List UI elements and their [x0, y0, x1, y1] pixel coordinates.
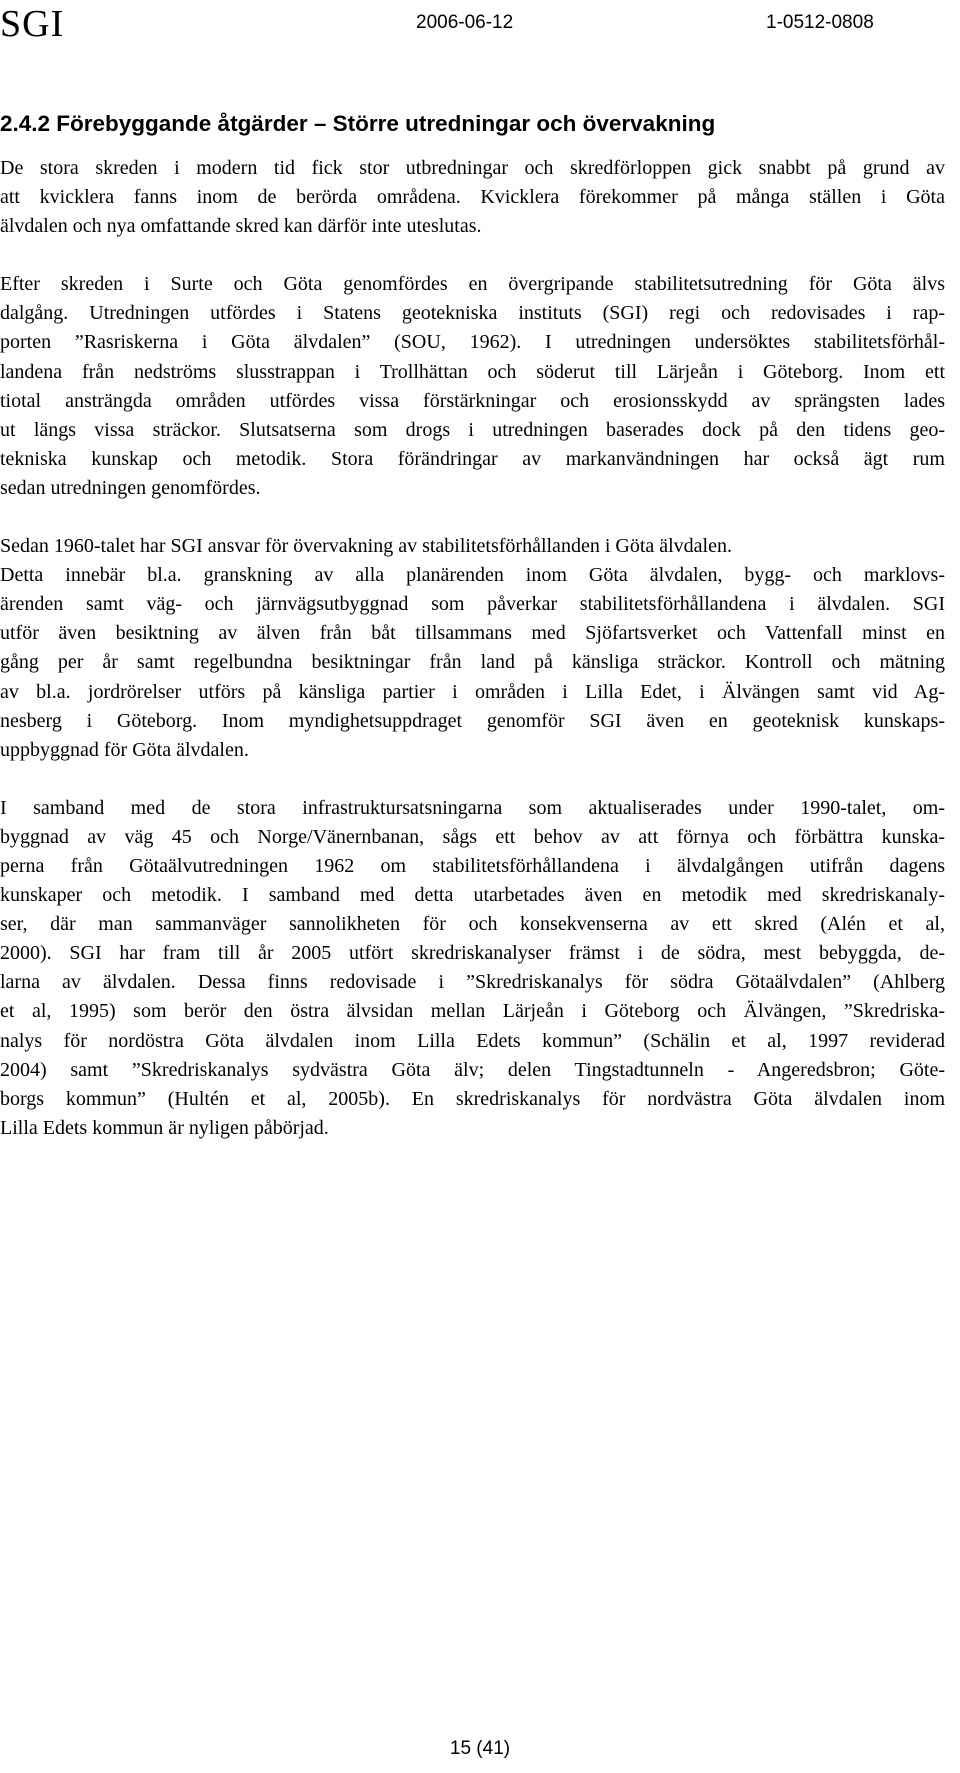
text-line: landena från nedströms slusstrappan i Trollhättan och söderut till Lärjeån i Göteborg. Inom ett [0, 360, 945, 383]
document-date: 2006-06-12 [416, 12, 514, 33]
paragraph [0, 532, 945, 765]
text-line: älvdalen och nya omfattande skred kan därför inte uteslutas. [0, 215, 482, 238]
text-line: att kvicklera fanns inom de berörda områdena. Kvicklera förekommer på många ställen i Göta [0, 186, 945, 209]
text-line: ut längs vissa sträckor. Slutsatserna som drogs i utredningen baserades dock på den tidens geo- [0, 418, 945, 441]
text-line: larna av älvdalen. Dessa finns redovisade i ”Skredriskanalys för södra Götaälvdalen” (Ahlberg [0, 971, 945, 994]
paragraph [0, 154, 945, 241]
text-line: Efter skreden i Surte och Göta genomfördes en övergripande stabilitetsutredning för Göta älvs [0, 273, 945, 296]
paragraph [0, 794, 945, 1143]
text-line: utför även besiktning av älven från båt tillsammans med Sjöfartsverket och Vattenfall minst en [0, 622, 945, 645]
page-number: 15 (41) [449, 1738, 511, 1759]
text-line: 2000). SGI har fram till år 2005 utfört skredriskanalyser främst i de södra, mest bebyggda, de- [0, 942, 945, 965]
text-line: nesberg i Göteborg. Inom myndighetsuppdraget genomför SGI även en geoteknisk kunskaps- [0, 709, 945, 732]
text-line: I samband med de stora infrastruktursatsningarna som aktualiserades under 1990-talet, om- [0, 796, 945, 819]
text-line: sedan utredningen genomfördes. [0, 476, 261, 499]
text-line: porten ”Rasriskerna i Göta älvdalen” (SOU, 1962). I utredningen undersöktes stabilitetsförhål- [0, 331, 945, 354]
section-heading: 2.4.2 Förebyggande åtgärder – Större utredningar och övervakning [0, 111, 716, 136]
text-line: Sedan 1960-talet har SGI ansvar för övervakning av stabilitetsförhållanden i Göta älvdalen. [0, 535, 732, 558]
text-line: uppbyggnad för Göta älvdalen. [0, 738, 249, 761]
text-line: ser, där man sammanväger sannolikheten för och konsekvenserna av ett skred (Alén et al, [0, 913, 945, 936]
text-line: et al, 1995) som berör den östra älvsidan mellan Lärjeån i Göteborg och Älvängen, ”Skredriska- [0, 1000, 945, 1023]
text-line: De stora skreden i modern tid fick stor utbredningar och skredförloppen gick snabbt på grund av [0, 157, 945, 179]
text-line: gång per år samt regelbundna besiktningar från land på känsliga sträckor. Kontroll och mätning [0, 651, 945, 674]
text-line: tiotal ansträngda områden utfördes vissa förstärkningar och erosionsskydd av sprängsten lades [0, 389, 945, 412]
body-text [0, 154, 945, 1172]
text-line: perna från Götaälvutredningen 1962 om stabilitetsförhållandena i älvdalgången utifrån dagens [0, 854, 945, 877]
text-line: Detta innebär bl.a. granskning av alla planärenden inom Göta älvdalen, bygg- och marklovs- [0, 564, 945, 587]
text-line: av bl.a. jordrörelser utförs på känsliga partier i områden i Lilla Edet, i Älvängen samt vid Ag- [0, 680, 945, 703]
text-line: 2004) samt ”Skredriskanalys sydvästra Göta älv; delen Tingstadtunneln - Angeredsbron; Göte- [0, 1058, 945, 1081]
text-line: Lilla Edets kommun är nyligen påbörjad. [0, 1116, 329, 1139]
text-line: dalgång. Utredningen utfördes i Statens geotekniska instituts (SGI) regi och redovisades i rap- [0, 302, 945, 325]
text-line: byggnad av väg 45 och Norge/Vänernbanan, sågs ett behov av att förnya och förbättra kunska- [0, 825, 945, 848]
page-header [0, 0, 960, 50]
text-line: borgs kommun” (Hultén et al, 2005b). En skredriskanalys för nordvästra Göta älvdalen inom [0, 1087, 945, 1110]
document-reference-number: 1-0512-0808 [766, 12, 874, 33]
text-line: ärenden samt väg- och järnvägsutbyggnad som påverkar stabilitetsförhållandena i älvdalen. SGI [0, 593, 945, 616]
text-line: tekniska kunskap och metodik. Stora förändringar av markanvändningen har också ägt rum [0, 447, 945, 470]
text-line: kunskaper och metodik. I samband med detta utarbetades även en metodik med skredriskanaly- [0, 884, 945, 907]
text-line: nalys för nordöstra Göta älvdalen inom Lilla Edets kommun” (Schälin et al, 1997 reviderad [0, 1029, 945, 1052]
sgi-logo: SGI [0, 3, 65, 45]
paragraph [0, 270, 945, 503]
